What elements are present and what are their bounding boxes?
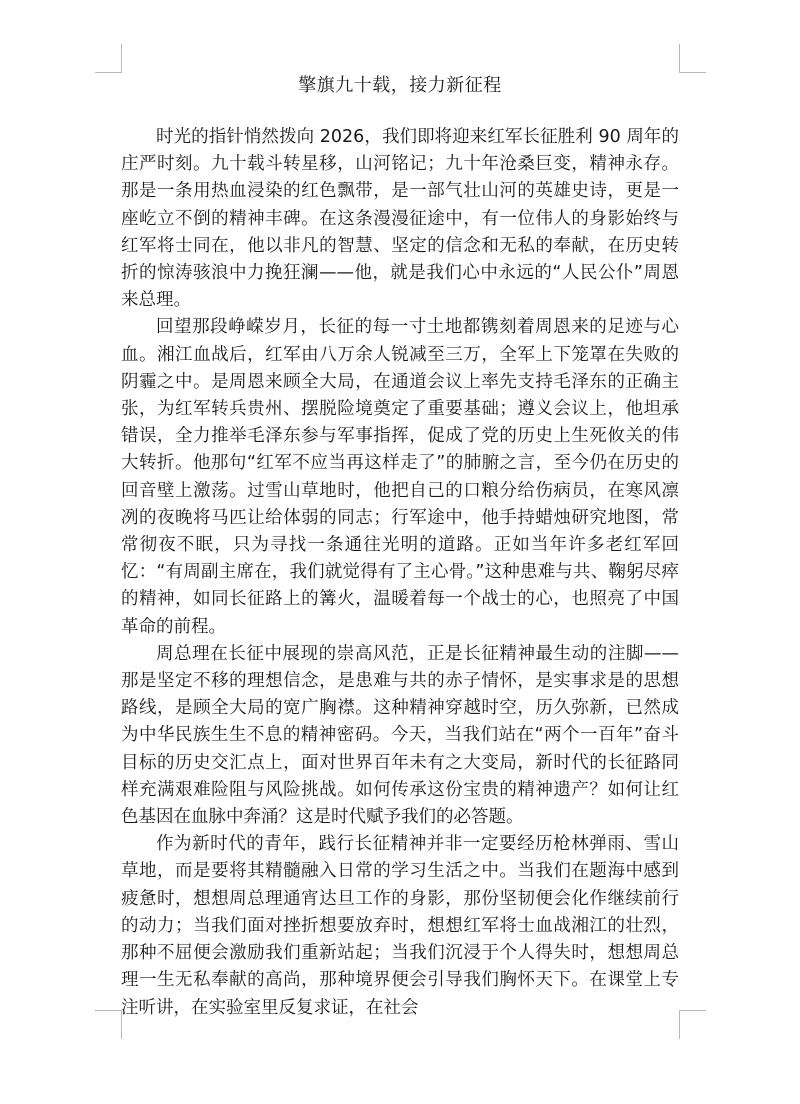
paragraph-3: 周总理在长征中展现的崇高风范，正是长征精神最生动的注脚——那是坚定不移的理想信念，是患难与共的赤子情怀，是实事求是的思想路线，是顾全大局的宽广胸襟。这种精神穿越时空，历久弥新，已然成为中华民族生生不息的精神密码。今天，当我们站在“两个一百年”奋斗目标的历史交汇点上，面对世界百年未有之大变局，新时代的长征路同样充满艰难险阻与风险挑战。如何传承这份宝贵的精神遗产？如何让红色基因在血脉中奔涌？这是时代赋予我们的必答题。	[121, 643, 679, 828]
paragraph-1: 时光的指针悄然拨向 2026，我们即将迎来红军长征胜利 90 周年的庄严时刻。九十载斗转星移，山河铭记；九十年沧桑巨变，精神永存。那是一条用热血浸染的红色飘带，是一部气壮山河的英雄史诗，更是一座屹立不倒的精神丰碑。在这条漫漫征途中，有一位伟人的身影始终与红军将士同在，他以非凡的智慧、坚定的信念和无私的奉献，在历史转折的惊涛骇浪中力挽狂澜——他，就是我们心中永远的“人民公仆”周恩来总理。	[121, 127, 679, 311]
paragraph-4: 作为新时代的青年，践行长征精神并非一定要经历枪林弹雨、雪山草地，而是要将其精髓融入日常的学习生活之中。当我们在题海中感到疲惫时，想想周总理通宵达旦工作的身影，那份坚韧便会化作继续前行的动力；当我们面对挫折想要放弃时，想想红军将士血战湘江的壮烈，那种不屈便会激励我们重新站起；当我们沉浸于个人得失时，想想周总理一生无私奉献的高尚，那种境界便会引导我们胸怀天下。在课堂上专注听讲，在实验室里反复求证，在社会	[121, 834, 679, 1018]
crop-mark-bottom-right	[679, 1010, 706, 1039]
document-title: 擎旗九十载，接力新征程	[298, 75, 502, 96]
crop-mark-top-right	[679, 44, 706, 73]
document-body	[121, 124, 679, 1022]
crop-mark-bottom-left	[95, 1010, 122, 1039]
crop-mark-top-left	[95, 44, 122, 73]
paragraph-2: 回望那段峥嵘岁月，长征的每一寸土地都镌刻着周恩来的足迹与心血。湘江血战后，红军由八万余人锐减至三万，全军上下笼罩在失败的阴霾之中。是周恩来顾全大局，在通道会议上率先支持毛泽东的正确主张，为红军转兵贵州、摆脱险境奠定了重要基础；遵义会议上，他坦承错误，全力推举毛泽东参与军事指挥，促成了党的历史上生死攸关的伟大转折。他那句“红军不应当再这样走了”的肺腑之言，至今仍在历史的回音壁上激荡。过雪山草地时，他把自己的口粮分给伤病员，在寒风凛冽的夜晚将马匹让给体弱的同志；行军途中，他手持蜡烛研究地图，常常彻夜不眠，只为寻找一条通往光明的道路。正如当年许多老红军回忆：“有周副主席在，我们就觉得有了主心骨。”这种患难与共、鞠躬尽瘁的精神，如同长征路上的篝火，温暖着每一个战士的心，也照亮了中国革命的前程。	[121, 317, 679, 637]
